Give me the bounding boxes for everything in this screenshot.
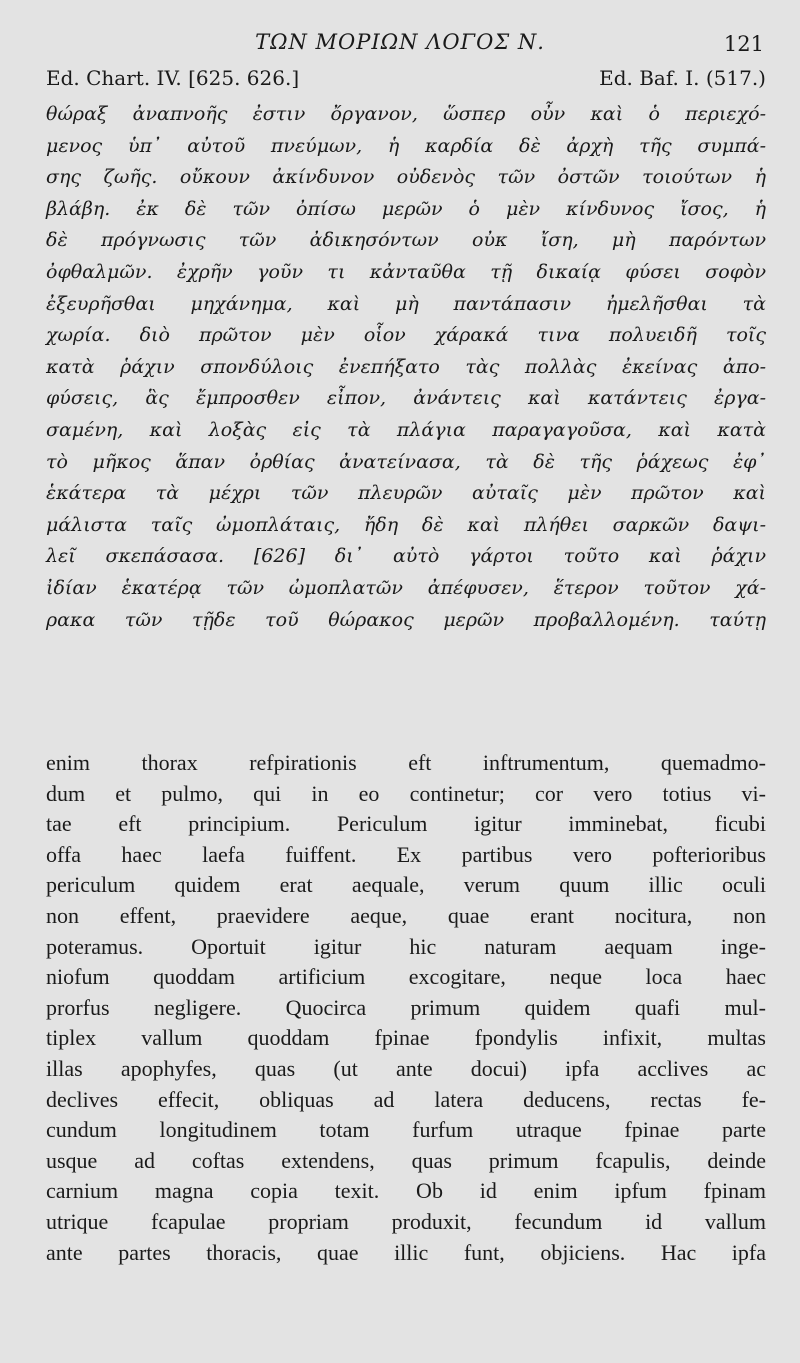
greek-text-line: τὸ μῆκος ἅπαν ὀρθίας ἀνατείνασα, τὰ δὲ τῆς ῥάχεως ἐφ᾽ — [46, 450, 766, 473]
latin-text-line: usque ad coftas extendens, quas primum fcapulis, deinde — [46, 1147, 766, 1173]
latin-text-line: periculum quidem erat aequale, verum quum illic oculi — [46, 872, 766, 898]
latin-text-line: prorfus negligere. Quocirca primum quidem quafi mul- — [46, 994, 766, 1020]
latin-text-line: declives effecit, obliquas ad latera deducens, rectas fe- — [46, 1086, 766, 1112]
greek-text-line: ἰδίαν ἑκατέρᾳ τῶν ὠμοπλατῶν ἀπέφυσεν, ἕτερον τοῦτον χά- — [46, 576, 766, 599]
latin-text-line: ante partes thoracis, quae illic funt, objiciens. Hac ipfa — [46, 1239, 766, 1265]
greek-text-line: ρακα τῶν τῇδε τοῦ θώρακος μερῶν προβαλλομένη. ταύτῃ — [46, 608, 766, 631]
greek-text-line: μενος ὑπ᾽ αὐτοῦ πνεύμων, ἡ καρδία δὲ ἀρχὴ τῆς συμπά- — [46, 134, 766, 157]
greek-text-line: σης ζωῆς. οὔκουν ἀκίνδυνον οὐδενὸς τῶν ὀστῶν τοιούτων ἡ — [46, 166, 766, 189]
running-head — [0, 30, 800, 58]
greek-text-line: βλάβη. ἐκ δὲ τῶν ὀπίσω μερῶν ὁ μὲν κίνδυνος ἴσος, ἡ — [46, 197, 766, 220]
latin-text-line: non effent, praevidere aeque, quae erant nocitura, non — [46, 902, 766, 928]
latin-text-line: poteramus. Oportuit igitur hic naturam aequam inge- — [46, 933, 766, 959]
latin-text-block — [46, 748, 766, 1268]
greek-text-line: θώραξ ἀναπνοῆς ἐστιν ὄργανον, ὥσπερ οὖν καὶ ὁ περιεχό- — [46, 103, 766, 125]
greek-text-line: ὀφθαλμῶν. ἐχρῆν γοῦν τι κἀνταῦθα τῇ δικαίᾳ φύσει σοφὸν — [46, 260, 766, 283]
edition-chartier-ref: Ed. Chart. IV. [625. 626.] — [46, 66, 300, 90]
running-title: ΤΩΝ ΜΟΡΙΩΝ ΛΟΓΟΣ Ν. — [255, 30, 545, 54]
latin-text-line: enim thorax refpirationis eft inftrumentum, quemadmo- — [46, 750, 766, 775]
latin-text-line: tiplex vallum quoddam fpinae fpondylis infixit, multas — [46, 1025, 766, 1051]
greek-text-line: χωρία. διὸ πρῶτον μὲν οἷον χάρακά τινα πολυειδῆ τοῖς — [46, 324, 766, 347]
greek-text-block — [46, 99, 766, 636]
latin-text-line: cundum longitudinem totam furfum utraque fpinae parte — [46, 1117, 766, 1143]
edition-basel-ref: Ed. Baf. I. (517.) — [599, 66, 766, 90]
greek-text-line: μάλιστα ταῖς ὠμοπλάταις, ἤδη δὲ καὶ πλήθει σαρκῶν δαψι- — [46, 513, 766, 536]
latin-text-line: niofum quoddam artificium excogitare, neque loca haec — [46, 964, 766, 990]
greek-text-line: φύσεις, ἃς ἔμπροσθεν εἶπον, ἀνάντεις καὶ κατάντεις ἐργα- — [46, 387, 766, 410]
latin-text-line: tae eft principium. Periculum igitur imminebat, ficubi — [46, 811, 766, 837]
latin-text-line: offa haec laefa fuiffent. Ex partibus vero pofterioribus — [46, 841, 766, 867]
greek-text-line: ἑκάτερα τὰ μέχρι τῶν πλευρῶν αὐταῖς μὲν πρῶτον καὶ — [46, 482, 766, 505]
greek-text-line: δὲ πρόγνωσις τῶν ἀδικησόντων οὐκ ἴση, μὴ παρόντων — [46, 229, 766, 252]
latin-text-line: carnium magna copia texit. Ob id enim ipfum fpinam — [46, 1178, 766, 1204]
greek-text-line: κατὰ ῥάχιν σπονδύλοις ἐνεπήξατο τὰς πολλὰς ἐκείνας ἀπο- — [46, 355, 766, 378]
greek-text-line: σαμένη, καὶ λοξὰς εἰς τὰ πλάγια παραγαγοῦσα, καὶ κατὰ — [46, 418, 766, 441]
edition-references — [46, 66, 766, 94]
greek-text-line: ἐξευρῆσθαι μηχάνημα, καὶ μὴ παντάπασιν ἠμελῆσθαι τὰ — [46, 292, 766, 315]
page-number: 121 — [723, 32, 764, 56]
latin-text-line: dum et pulmo, qui in eo continetur; cor vero totius vi- — [46, 780, 766, 806]
greek-text-line: λεῖ σκεπάσασα. [626] δι᾽ αὐτὸ γάρτοι τοῦτο καὶ ῥάχιν — [46, 545, 766, 568]
latin-text-line: utrique fcapulae propriam produxit, fecundum id vallum — [46, 1208, 766, 1234]
latin-text-line: illas apophyfes, quas (ut ante docui) ipfa acclives ac — [46, 1055, 766, 1081]
